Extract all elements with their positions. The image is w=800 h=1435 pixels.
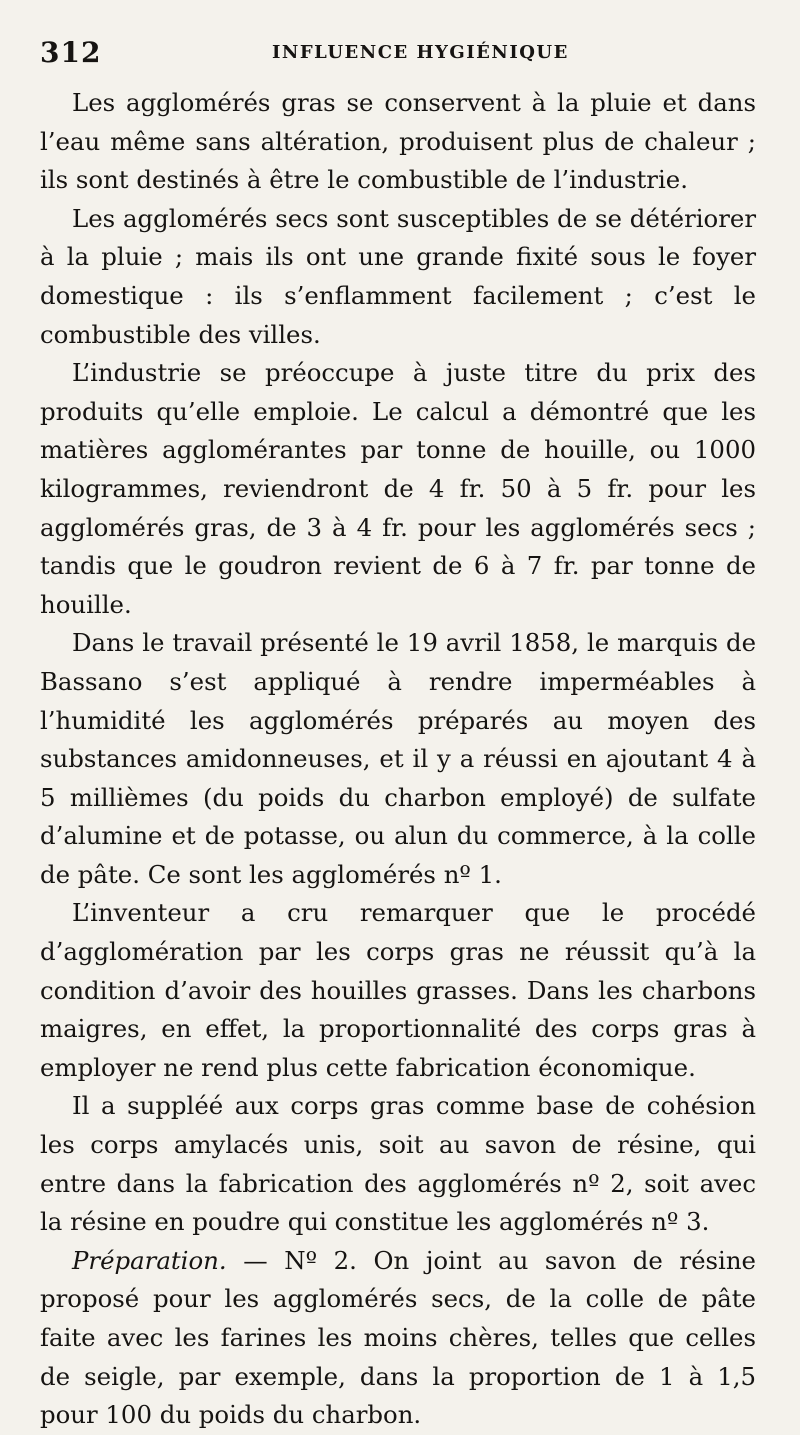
paragraph-preparation: [40, 1242, 756, 1435]
page-header: [40, 36, 770, 72]
preparation-lead: Préparation.: [72, 1245, 227, 1275]
page-number: 312: [40, 36, 102, 69]
paragraph: Dans le travail présenté le 19 avril 1858, le marquis de Bassano s’est appliqué à rendre imperméables à l’humidité les agglomérés préparés au moyen des substances amidonneuses, et il y a réussi en ajoutant 4 à 5 millièmes (du poids du charbon employé) de sulfate d’alumine et de potasse, ou alun du commerce, à la colle de pâte. Ce sont les agglomérés nº 1.: [40, 628, 756, 889]
paragraph: Il a suppléé aux corps gras comme base de cohésion les corps amylacés unis, soit au savon de résine, qui entre dans la fabrication des agglomérés nº 2, soit avec la résine en poudre qui constitue les agglomérés nº 3.: [40, 1091, 756, 1237]
paragraph: Les agglomérés secs sont susceptibles de se détériorer à la pluie ; mais ils ont une grande fixité sous le foyer domestique : ils s’enflamment facilement ; c’est le combustible des villes.: [40, 203, 756, 349]
paragraph: L’industrie se préoccupe à juste titre du prix des produits qu’elle emploie. Le calcul a démontré que les matières agglomérantes par tonne de houille, ou 1000 kilogrammes, reviendront de 4 fr. 50 à 5 fr. pour les agglomérés gras, de 3 à 4 fr. pour les agglomérés secs ; tandis que le goudron revient de 6 à 7 fr. par tonne de houille.: [40, 358, 756, 619]
page-body: [40, 84, 756, 1435]
preparation-text: — Nº 2. On joint au savon de résine proposé pour les agglomérés secs, de la colle de pâte faite avec les farines les moins chères, telles que celles de seigle, par exemple, dans la proportion de 1 à 1,5 pour 100 du poids du charbon.: [40, 1245, 756, 1430]
paragraph: Les agglomérés gras se conservent à la pluie et dans l’eau même sans altération, produisent plus de chaleur ; ils sont destinés à être le combustible de l’industrie.: [40, 88, 756, 195]
running-title: INFLUENCE HYGIÉNIQUE: [272, 42, 569, 63]
paragraph: L’inventeur a cru remarquer que le procédé d’agglomération par les corps gras ne réussit qu’à la condition d’avoir des houilles grasses. Dans les charbons maigres, en effet, la proportionnalité des corps gras à employer ne rend plus cette fabrication économique.: [40, 898, 756, 1082]
